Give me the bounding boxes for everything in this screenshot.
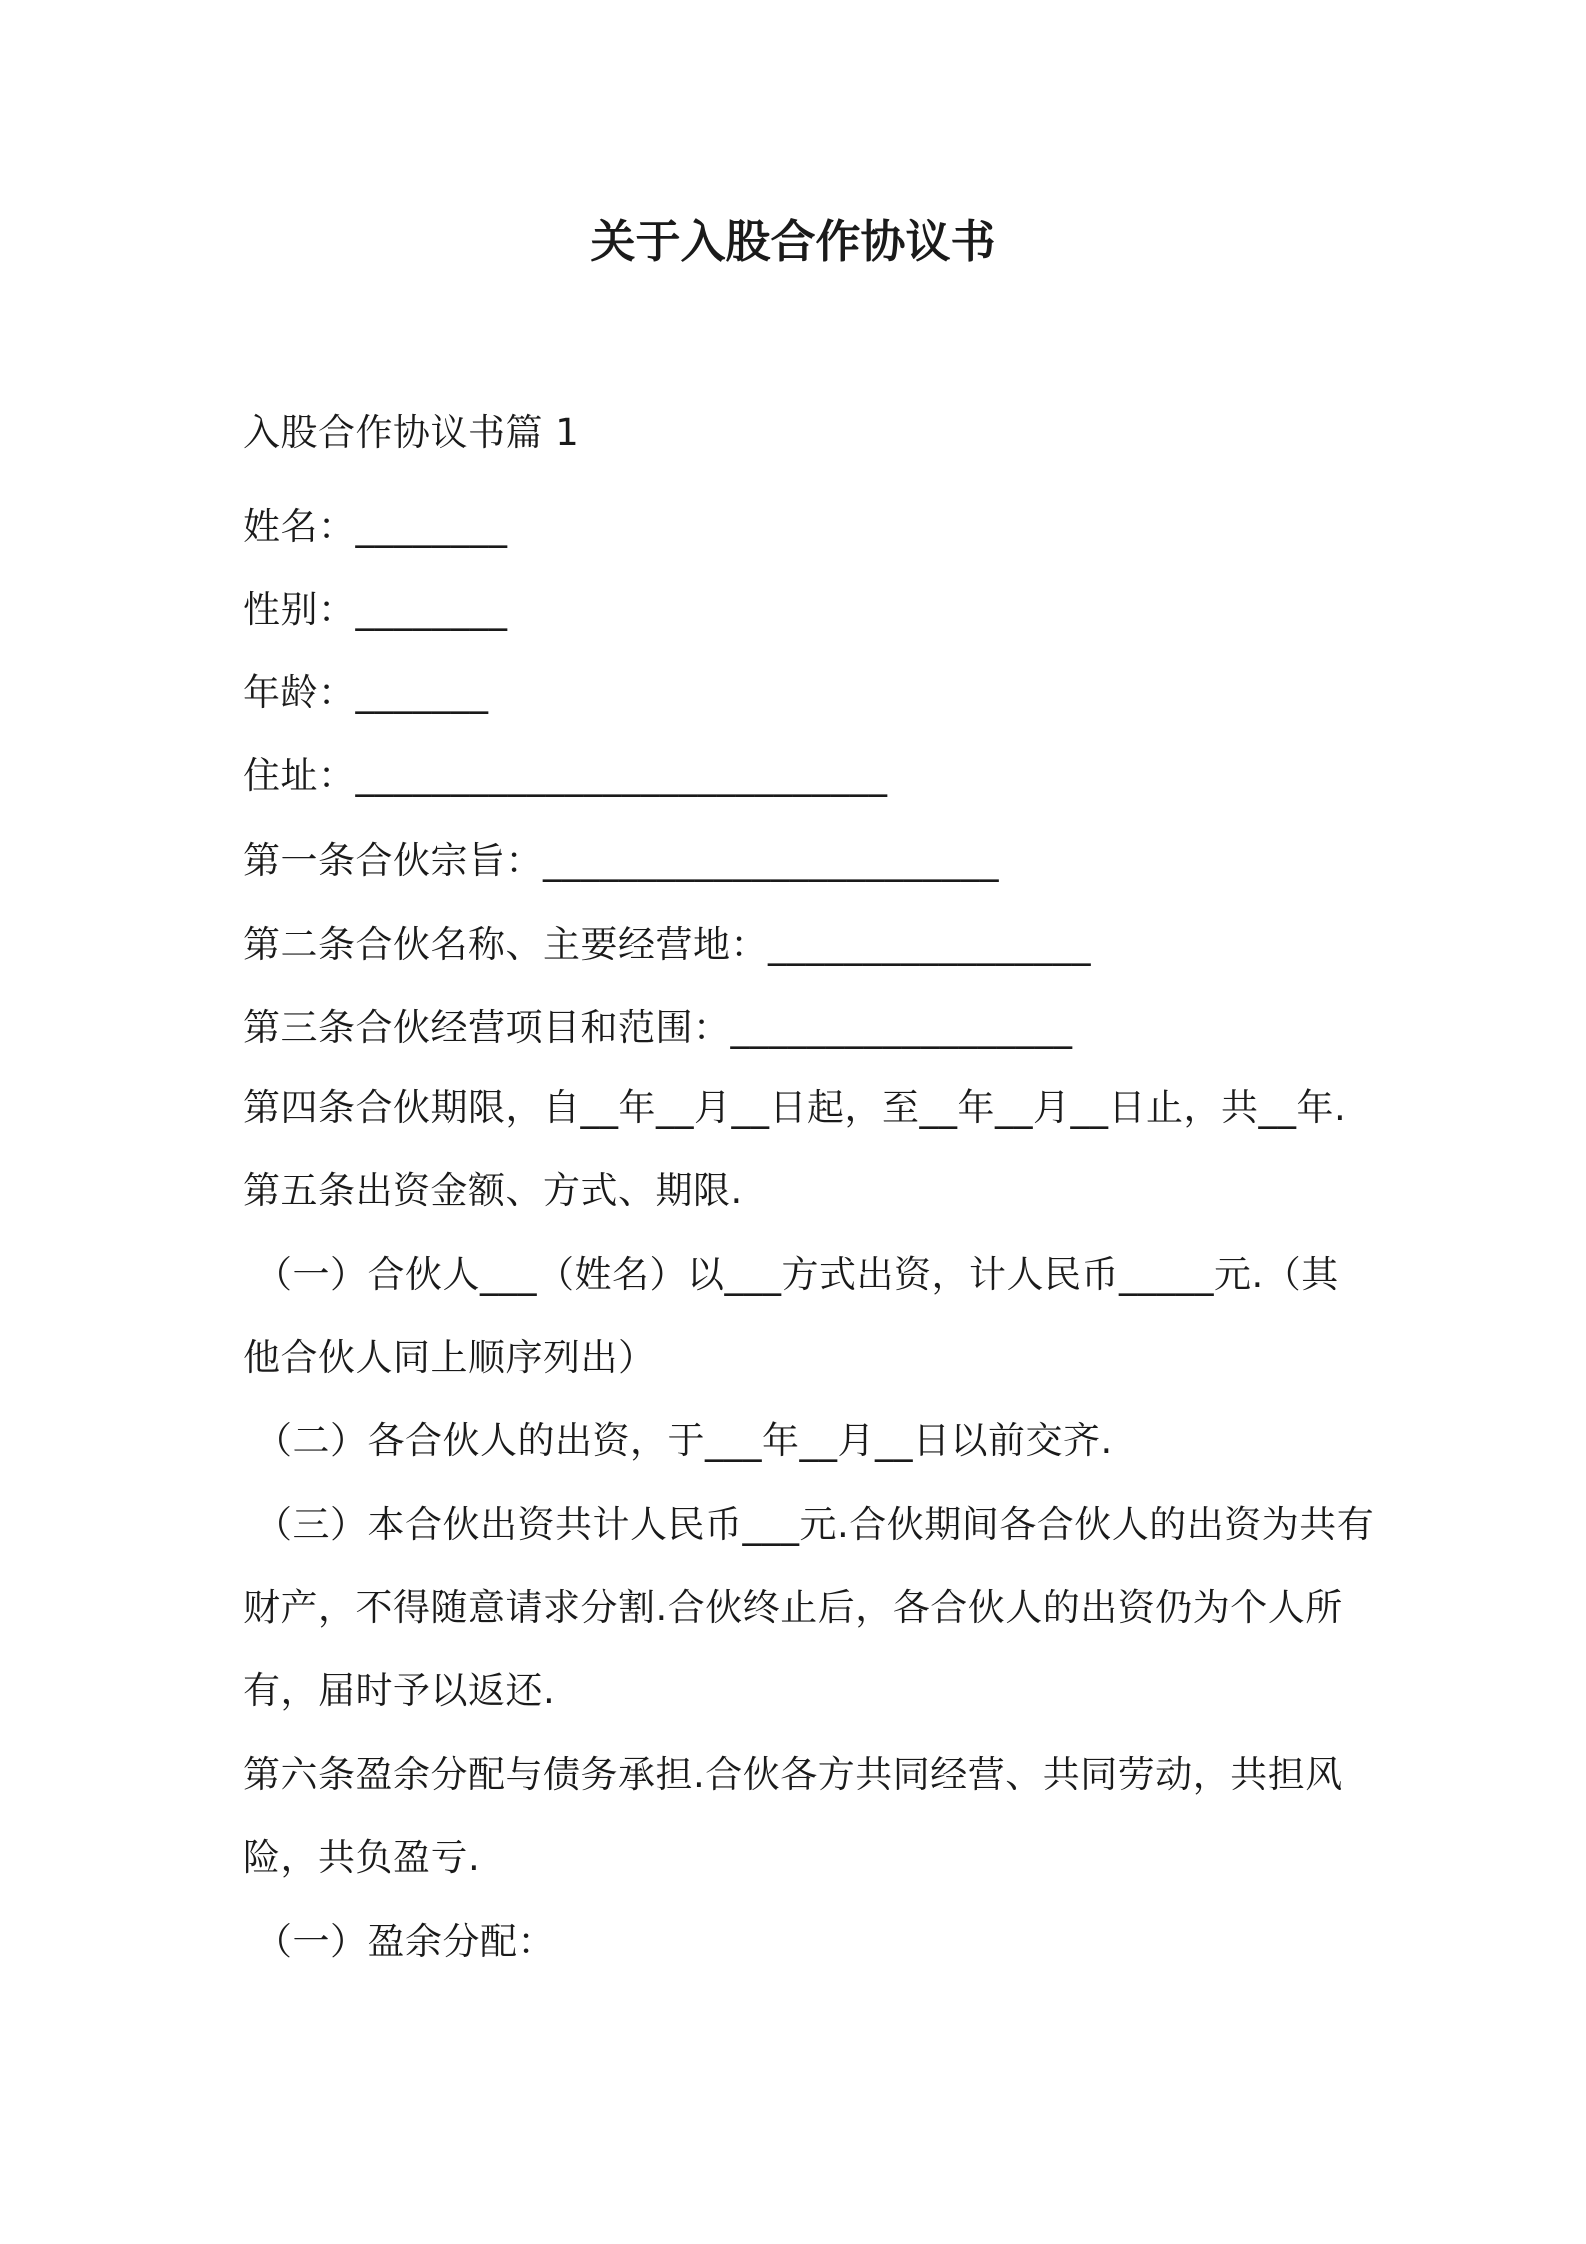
clause-5-item-1-line-1: （一）合伙人___（姓名）以___方式出资，计人民币_____元.（其: [255, 1253, 1339, 1296]
clause-5-item-2: （二）各合伙人的出资，于___年__月__日以前交齐.: [255, 1419, 1113, 1462]
clause-5-item-3-line-1: （三）本合伙出资共计人民币___元.合伙期间各合伙人的出资为共有: [255, 1503, 1375, 1546]
clause-5-item-3-line-3: 有，届时予以返还.: [243, 1669, 556, 1712]
document-title: 关于入股合作协议书: [590, 215, 996, 268]
field-gender: 性别：________: [243, 588, 508, 631]
clause-5-item-3-line-2: 财产，不得随意请求分割.合伙终止后，各合伙人的出资仍为个人所: [243, 1586, 1343, 1629]
clause-6-line-2: 险，共负盈亏.: [243, 1836, 481, 1879]
section-heading: 入股合作协议书篇 1: [243, 411, 580, 454]
field-age: 年龄：_______: [243, 671, 489, 714]
clause-6-item-1: （一）盈余分配：: [255, 1920, 555, 1963]
clause-5-item-1-line-2: 他合伙人同上顺序列出）: [243, 1336, 656, 1379]
clause-1-purpose: 第一条合伙宗旨：________________________: [243, 839, 999, 882]
clause-4-term: 第四条合伙期限，自__年__月__日起，至__年__月__日止，共__年.: [243, 1086, 1347, 1129]
clause-3-scope: 第三条合伙经营项目和范围：__________________: [243, 1006, 1073, 1049]
field-name: 姓名：________: [243, 505, 508, 548]
clause-5-capital: 第五条出资金额、方式、期限.: [243, 1169, 743, 1212]
clause-6-line-1: 第六条盈余分配与债务承担.合伙各方共同经营、共同劳动，共担风: [243, 1753, 1343, 1796]
field-address: 住址：____________________________: [243, 754, 888, 797]
clause-2-name-location: 第二条合伙名称、主要经营地：_________________: [243, 923, 1091, 966]
